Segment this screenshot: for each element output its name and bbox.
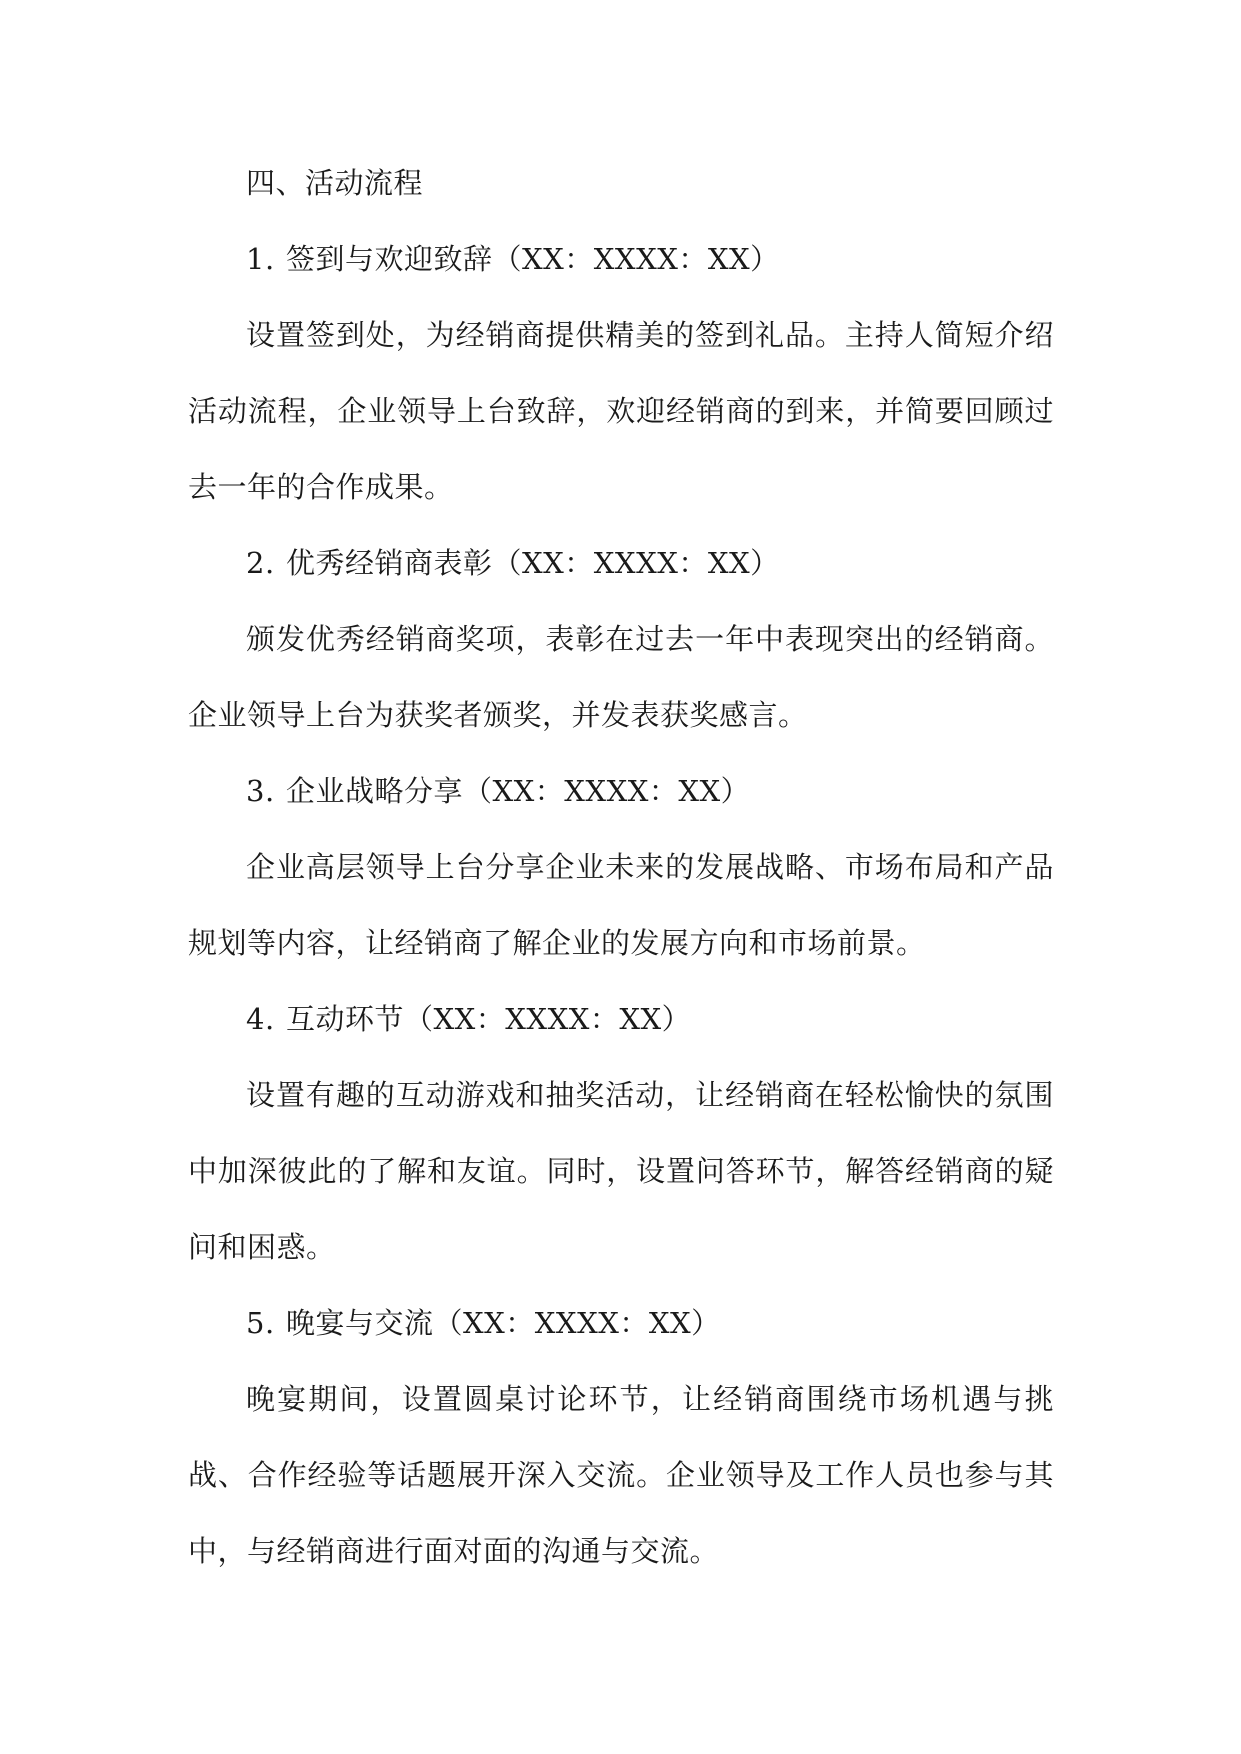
item-body-5: 晚宴期间，设置圆桌讨论环节，让经销商围绕市场机遇与挑战、合作经验等话题展开深入交流。企业领导及工作人员也参与其中，与经销商进行面对面的沟通与交流。	[188, 1382, 1054, 1568]
item-title: 互动环节（XX：XXXX：XX）	[286, 1002, 692, 1036]
item-heading-3	[188, 753, 1054, 829]
section-title: 四、活动流程	[246, 166, 424, 200]
item-number: 1.	[246, 242, 275, 276]
item-heading-5	[188, 1285, 1054, 1361]
item-title: 企业战略分享（XX：XXXX：XX）	[286, 774, 751, 808]
document-body	[188, 145, 1054, 1589]
item-title: 优秀经销商表彰（XX：XXXX：XX）	[286, 546, 780, 580]
item-heading-2	[188, 525, 1054, 601]
item-body-3: 企业高层领导上台分享企业未来的发展战略、市场布局和产品规划等内容，让经销商了解企业的发展方向和市场前景。	[188, 850, 1054, 960]
item-heading-1	[188, 221, 1054, 297]
item-heading-4	[188, 981, 1054, 1057]
item-body-2: 颁发优秀经销商奖项，表彰在过去一年中表现突出的经销商。企业领导上台为获奖者颁奖，并发表获奖感言。	[188, 622, 1054, 732]
item-number: 4.	[246, 1002, 275, 1036]
item-title: 晚宴与交流（XX：XXXX：XX）	[286, 1306, 721, 1340]
item-body-4: 设置有趣的互动游戏和抽奖活动，让经销商在轻松愉快的氛围中加深彼此的了解和友谊。同时，设置问答环节，解答经销商的疑问和困惑。	[188, 1078, 1054, 1264]
item-number: 5.	[246, 1306, 275, 1340]
item-title: 签到与欢迎致辞（XX：XXXX：XX）	[286, 242, 780, 276]
item-number: 2.	[246, 546, 275, 580]
item-number: 3.	[246, 774, 275, 808]
item-body-1: 设置签到处，为经销商提供精美的签到礼品。主持人简短介绍活动流程，企业领导上台致辞，欢迎经销商的到来，并简要回顾过去一年的合作成果。	[188, 318, 1054, 504]
